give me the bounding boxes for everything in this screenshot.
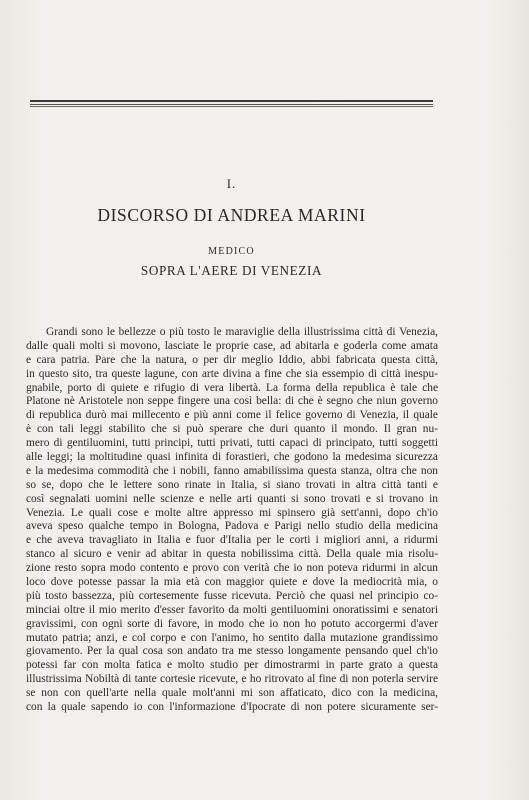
header-rule-bottom bbox=[30, 106, 433, 107]
text-line: e che aveva travagliato in Italia e fuor d'Italia per le corti i migliori anni, a ridurmi bbox=[26, 534, 438, 547]
text-line: così segnalati uomini nelle scienze e nelle arti quanti si sono trovati e si trovano in bbox=[26, 492, 438, 505]
header-rule-middle bbox=[30, 104, 433, 105]
text-line: più tosto bassezza, più cortesemente fusse ricevuta. Perciò che quasi nel principio co- bbox=[26, 589, 438, 602]
text-line: aveva speso qualche tempo in Bologna, Padova e Parigi nello studio della medicina bbox=[26, 520, 438, 533]
text-line: mutato patria; anzi, e col corpo e con l'animo, ho sentito dalla mutazione grandissimo bbox=[26, 631, 438, 644]
text-line: alle leggi; la moltitudine quasi infinita di forastieri, che godono la medesima sicurezza bbox=[26, 451, 438, 464]
header-rule-top bbox=[30, 100, 433, 102]
discourse-subject: SOPRA L'AERE DI VENEZIA bbox=[140, 263, 323, 278]
text-line: se non con quell'arte nella quale molt'anni mi son affaticato, dico con la medicina, bbox=[26, 687, 438, 700]
text-line: in questo sito, tra queste lagune, con arte divina a fine che sia essempio di città inespu- bbox=[26, 367, 438, 380]
text-line: giovamento. Per la qual cosa son andato tra me stesso longamente pensando quel ch'io bbox=[26, 645, 438, 658]
text-line: Grandi sono le bellezze o più tosto le maraviglie della illustrissima città di Venezia, bbox=[46, 326, 438, 338]
text-line: dalle quali molti si movono, lasciate le proprie case, ad abitarla e goderla come amata bbox=[26, 339, 438, 352]
text-line: e cara patria. Pare che la natura, o per dir meglio Iddio, abbi fabricata questa città, bbox=[26, 353, 438, 366]
text-line: gravissimi, con ogni sorte di favore, in modo che io non ho potuto accorgermi d'aver bbox=[26, 617, 438, 630]
text-line: di republica durò mai millecento e più anni come il felice governo di Venezia, il quale bbox=[26, 409, 438, 422]
body-text bbox=[26, 326, 438, 715]
text-line: è con tali leggi stabilito che si può sperare che duri quanto il mondo. Il gran nu- bbox=[26, 423, 438, 436]
text-line: Venezia. Le quali cose e molte altre appresso mi spinsero già sett'anni, dopo ch'io bbox=[26, 506, 438, 519]
text-line: zione resto sopra modo contento e provo con verità che io non poteva ridurmi in alcun bbox=[26, 562, 438, 575]
page-title: DISCORSO DI ANDREA MARINI bbox=[97, 205, 366, 225]
text-line: so se, dopo che le lettere sono rinate in Italia, si siano trovati in altra città tanti e bbox=[26, 478, 438, 491]
author-profession: MEDICO bbox=[208, 246, 255, 257]
text-line: e la medesima commodità che i nobili, fanno amabilissima questa stanza, oltra che non bbox=[26, 464, 438, 477]
text-line: con la quale sapendo io con l'informazione d'Ipocrate di non potere sicuramente ser- bbox=[26, 701, 438, 714]
text-line: mero di gentiluomini, tutti principi, tutti privati, tutti capaci di principato, tutti soggetti bbox=[26, 437, 438, 450]
text-line: potessi far con molta fatica e molto studio per dimostrarmi in parte grato a questa bbox=[26, 659, 438, 672]
text-line: Platone nè Aristotele non seppe fingere una così bella: di che è segno che niun governo bbox=[26, 395, 438, 408]
text-line: stanco al sicuro e venir ad abitar in questa nobilissima città. Della quale mia risolu- bbox=[26, 548, 438, 561]
chapter-number: I. bbox=[226, 176, 237, 191]
text-line: loco dove potesse passar la mia età con maggior quiete e dove la mediocrità mia, o bbox=[26, 576, 438, 589]
text-line: minciai oltre il mio merito d'esser favorito da molti gentiluomini onoratissimi e senatori bbox=[26, 603, 438, 616]
text-line: illustrissima Nobiltà di tante cortesie ricevute, e ho ritrovato al fine di non poterla servire bbox=[26, 673, 438, 686]
text-line: gnabile, porto di quiete e rifugio di vera libertà. La forma della republica è tale che bbox=[26, 381, 438, 394]
